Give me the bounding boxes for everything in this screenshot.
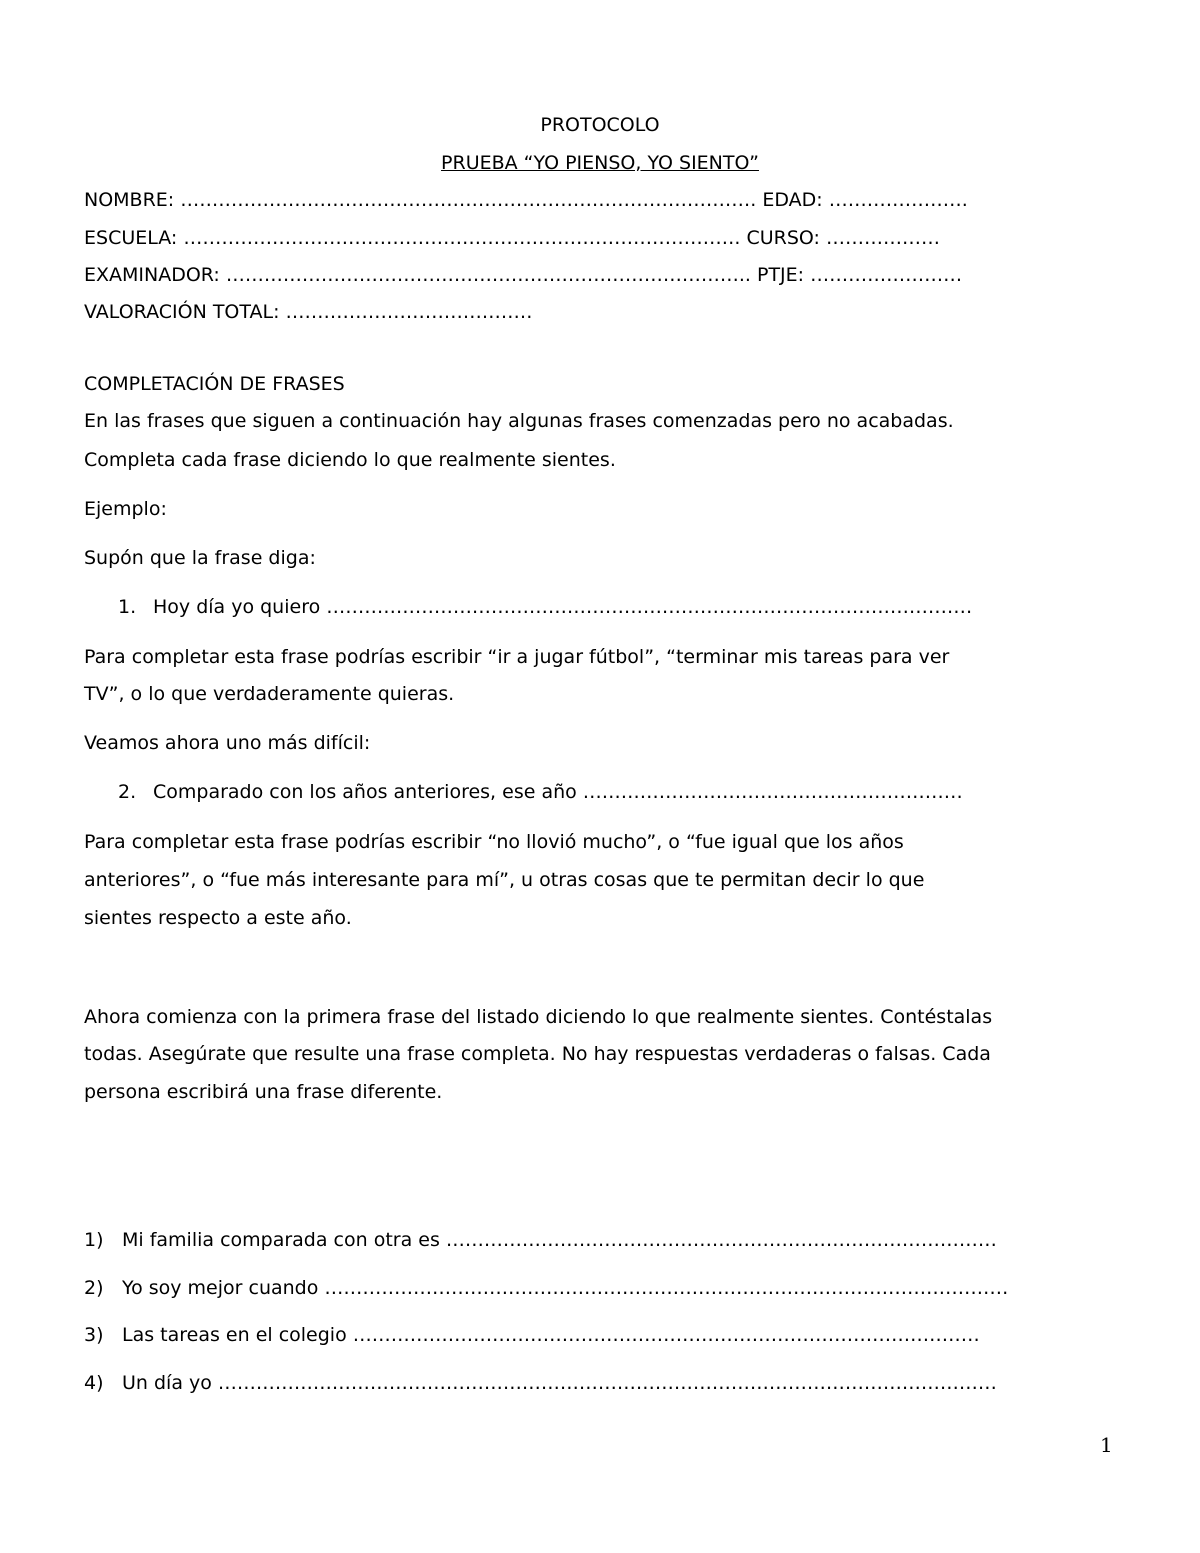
- section-heading: COMPLETACIÓN DE FRASES: [84, 373, 345, 395]
- form-line-valoracion-total: VALORACIÓN TOTAL: …………………………………: [84, 301, 533, 323]
- item-number: 3): [84, 1324, 104, 1346]
- veamos-text: Veamos ahora uno más difícil:: [84, 732, 371, 754]
- example-1-text: Hoy día yo quiero …………………………………………………………………………………………: [153, 596, 973, 618]
- form-line-escuela-curso: ESCUELA: ……………………………………………………………………………. CURSO: ………………: [84, 227, 940, 249]
- item-text: Mi familia comparada con otra es ……………………………………………………………………………: [122, 1229, 997, 1251]
- instruction-line-3: persona escribirá una frase diferente.: [84, 1081, 443, 1103]
- item-number: 4): [84, 1372, 104, 1394]
- page-title: PROTOCOLO: [540, 114, 660, 136]
- form-line-examinador-ptje: EXAMINADOR: ……………………………………………………………………….. PTJE: ……………………: [84, 264, 963, 286]
- item-text: Las tareas en el colegio ………………………………………………………………………………………: [122, 1324, 980, 1346]
- intro-line-1: En las frases que siguen a continuación hay algunas frases comenzadas pero no acabadas.: [84, 410, 954, 432]
- intro-line-2: Completa cada frase diciendo lo que realmente sientes.: [84, 449, 616, 471]
- example-2-number: 2.: [118, 781, 137, 803]
- para2-line-2: anteriores”, o “fue más interesante para mí”, u otras cosas que te permitan decir lo que: [84, 869, 925, 891]
- example-2-text: Comparado con los años anteriores, ese año ……………………………………………………: [153, 781, 963, 803]
- supon-text: Supón que la frase diga:: [84, 547, 316, 569]
- item-text: Yo soy mejor cuando ………………………………………………………………………………………………: [122, 1277, 1009, 1299]
- para1-line-2: TV”, o lo que verdaderamente quieras.: [84, 683, 455, 705]
- page-number: 1: [1100, 1433, 1113, 1457]
- para2-line-1: Para completar esta frase podrías escribir “no llovió mucho”, o “fue igual que los años: [84, 831, 904, 853]
- para2-line-3: sientes respecto a este año.: [84, 907, 352, 929]
- item-number: 2): [84, 1277, 104, 1299]
- form-line-nombre-edad: NOMBRE: ………………………………………………………………………………. EDAD: ………………….: [84, 189, 968, 211]
- item-number: 1): [84, 1229, 104, 1251]
- example-1-number: 1.: [118, 596, 137, 618]
- instruction-line-1: Ahora comienza con la primera frase del listado diciendo lo que realmente sientes. Contéstalas: [84, 1006, 993, 1028]
- para1-line-1: Para completar esta frase podrías escribir “ir a jugar fútbol”, “terminar mis tareas para ver: [84, 646, 950, 668]
- ejemplo-label: Ejemplo:: [84, 498, 167, 520]
- page-subtitle: PRUEBA “YO PIENSO, YO SIENTO”: [441, 152, 759, 174]
- instruction-line-2: todas. Asegúrate que resulte una frase completa. No hay respuestas verdaderas o falsas. Cada: [84, 1043, 991, 1065]
- item-text: Un día yo ……………………………………………………………………………………………………………: [122, 1372, 997, 1394]
